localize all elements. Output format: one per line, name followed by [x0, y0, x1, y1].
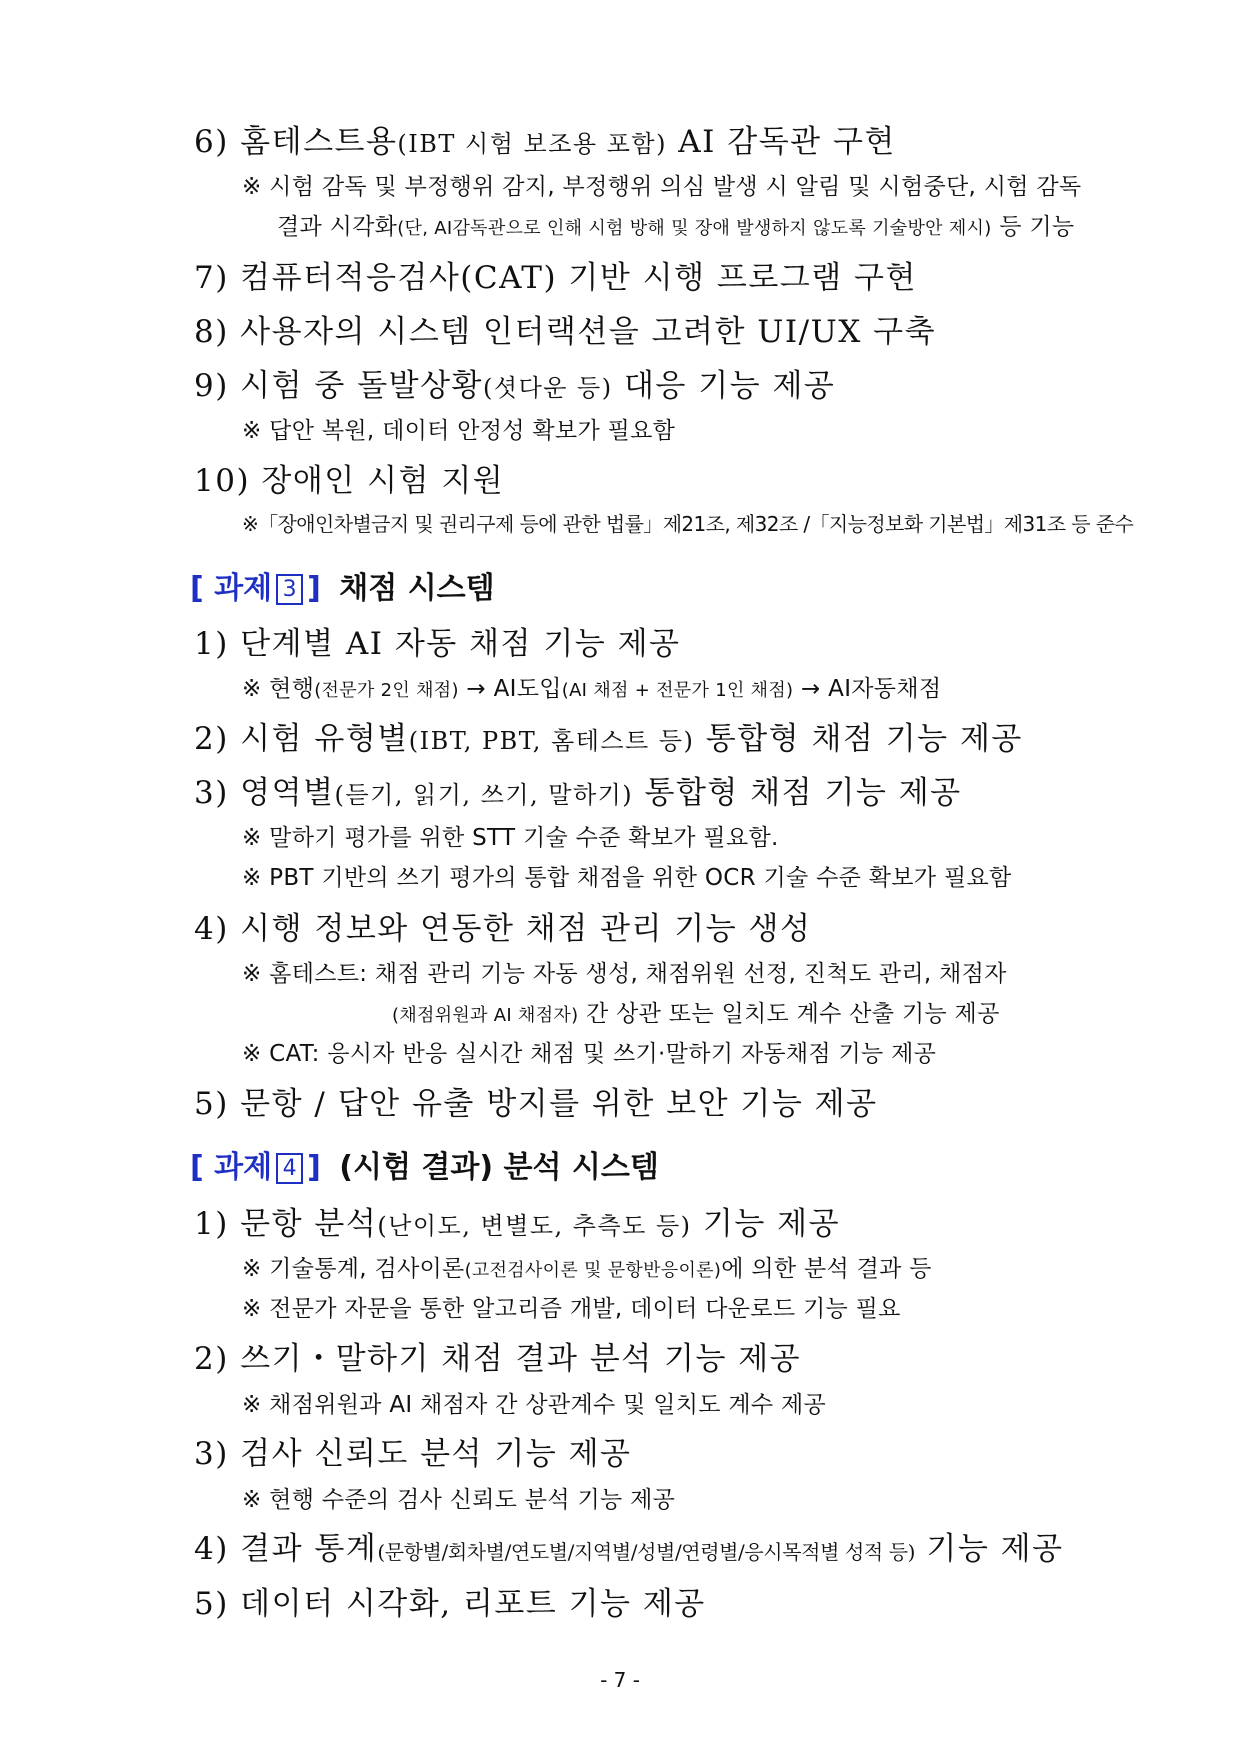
task-4-note-3: ※ 현행 수준의 검사 신뢰도 분석 기능 제공 — [242, 1487, 676, 1513]
task-4-note-1a: ※ 기술통계, 검사이론(고전검사이론 및 문항반응이론)에 의한 분석 결과 등 — [242, 1256, 932, 1282]
task-3-item-5: 5) 문항 / 답안 유출 방지를 위한 보안 기능 제공 — [194, 1086, 878, 1122]
task-4-item-4: 4) 결과 통계(문항별/회차별/연도별/지역별/성별/연령별/응시목적별 성적 등) 기능 제공 — [194, 1531, 1064, 1567]
task-3-item-4: 4) 시행 정보와 연동한 채점 관리 기능 생성 — [194, 911, 812, 947]
task-4-note-1b: ※ 전문가 자문을 통한 알고리즘 개발, 데이터 다운로드 기능 필요 — [242, 1296, 901, 1322]
task-3-note-4c: ※ CAT: 응시자 반응 실시간 채점 및 쓰기·말하기 자동채점 기능 제공 — [242, 1041, 937, 1067]
task-3-heading: [ 과제 3 ] 채점 시스템 — [190, 571, 495, 606]
item-6: 6) 홈테스트용(IBT 시험 보조용 포함) AI 감독관 구현 — [194, 124, 896, 160]
task-3-item-2: 2) 시험 유형별(IBT, PBT, 홈테스트 등) 통합형 채점 기능 제공 — [194, 721, 1023, 757]
task-4-heading: [ 과제 4 ] (시험 결과) 분석 시스템 — [190, 1150, 659, 1185]
task-4-item-1: 1) 문항 분석(난이도, 변별도, 추측도 등) 기능 제공 — [194, 1206, 841, 1242]
task-4-number-box: 4 — [276, 1153, 303, 1184]
task-3-note-4a: ※ 홈테스트: 채점 관리 기능 자동 생성, 채점위원 선정, 진척도 관리, 채점자 — [242, 961, 1007, 987]
task-3-note-3a: ※ 말하기 평가를 위한 STT 기술 수준 확보가 필요함. — [242, 825, 779, 851]
item-9: 9) 시험 중 돌발상황(셧다운 등) 대응 기능 제공 — [194, 368, 836, 404]
note-10: ※「장애인차별금지 및 권리구제 등에 관한 법률」제21조, 제32조 /「지능정보화 기본법」제31조 등 준수 — [242, 512, 1134, 536]
task-3-note-4b: (채점위원과 AI 채점자) 간 상관 또는 일치도 계수 산출 기능 제공 — [392, 1001, 1000, 1027]
task-3-note-1: ※ 현행(전문가 2인 채점) → AI도입(AI 채점 + 전문가 1인 채점) → AI자동채점 — [242, 676, 942, 702]
task-3-item-3: 3) 영역별(듣기, 읽기, 쓰기, 말하기) 통합형 채점 기능 제공 — [194, 775, 962, 811]
task-3-item-1: 1) 단계별 AI 자동 채점 기능 제공 — [194, 626, 681, 662]
note-6-line-1: ※ 시험 감독 및 부정행위 감지, 부정행위 의심 발생 시 알림 및 시험중단, 시험 감독 — [242, 174, 1082, 200]
item-7: 7) 컴퓨터적응검사(CAT) 기반 시행 프로그램 구현 — [194, 260, 917, 296]
page-number: - 7 - — [600, 1668, 640, 1692]
task-4-title: (시험 결과) 분석 시스템 — [339, 1150, 659, 1185]
item-10: 10) 장애인 시험 지원 — [194, 463, 505, 499]
task-4-item-5: 5) 데이터 시각화, 리포트 기능 제공 — [194, 1586, 706, 1622]
item-8: 8) 사용자의 시스템 인터랙션을 고려한 UI/UX 구축 — [194, 314, 937, 350]
note-9: ※ 답안 복원, 데이터 안정성 확보가 필요함 — [242, 418, 676, 444]
task-4-item-2: 2) 쓰기・말하기 채점 결과 분석 기능 제공 — [194, 1341, 802, 1377]
note-6-line-2: 결과 시각화(단, AI감독관으로 인해 시험 방해 및 장애 발생하지 않도록 기술방안 제시) 등 기능 — [277, 214, 1075, 240]
item-6-paren: (IBT 시험 보조용 포함) — [397, 130, 667, 158]
task-4-note-2: ※ 채점위원과 AI 채점자 간 상관계수 및 일치도 계수 제공 — [242, 1392, 827, 1418]
task-3-title: 채점 시스템 — [339, 571, 495, 606]
task-4-item-3: 3) 검사 신뢰도 분석 기능 제공 — [194, 1436, 632, 1472]
task-3-number-box: 3 — [276, 574, 303, 605]
task-3-note-3b: ※ PBT 기반의 쓰기 평가의 통합 채점을 위한 OCR 기술 수준 확보가 필요함 — [242, 865, 1012, 891]
